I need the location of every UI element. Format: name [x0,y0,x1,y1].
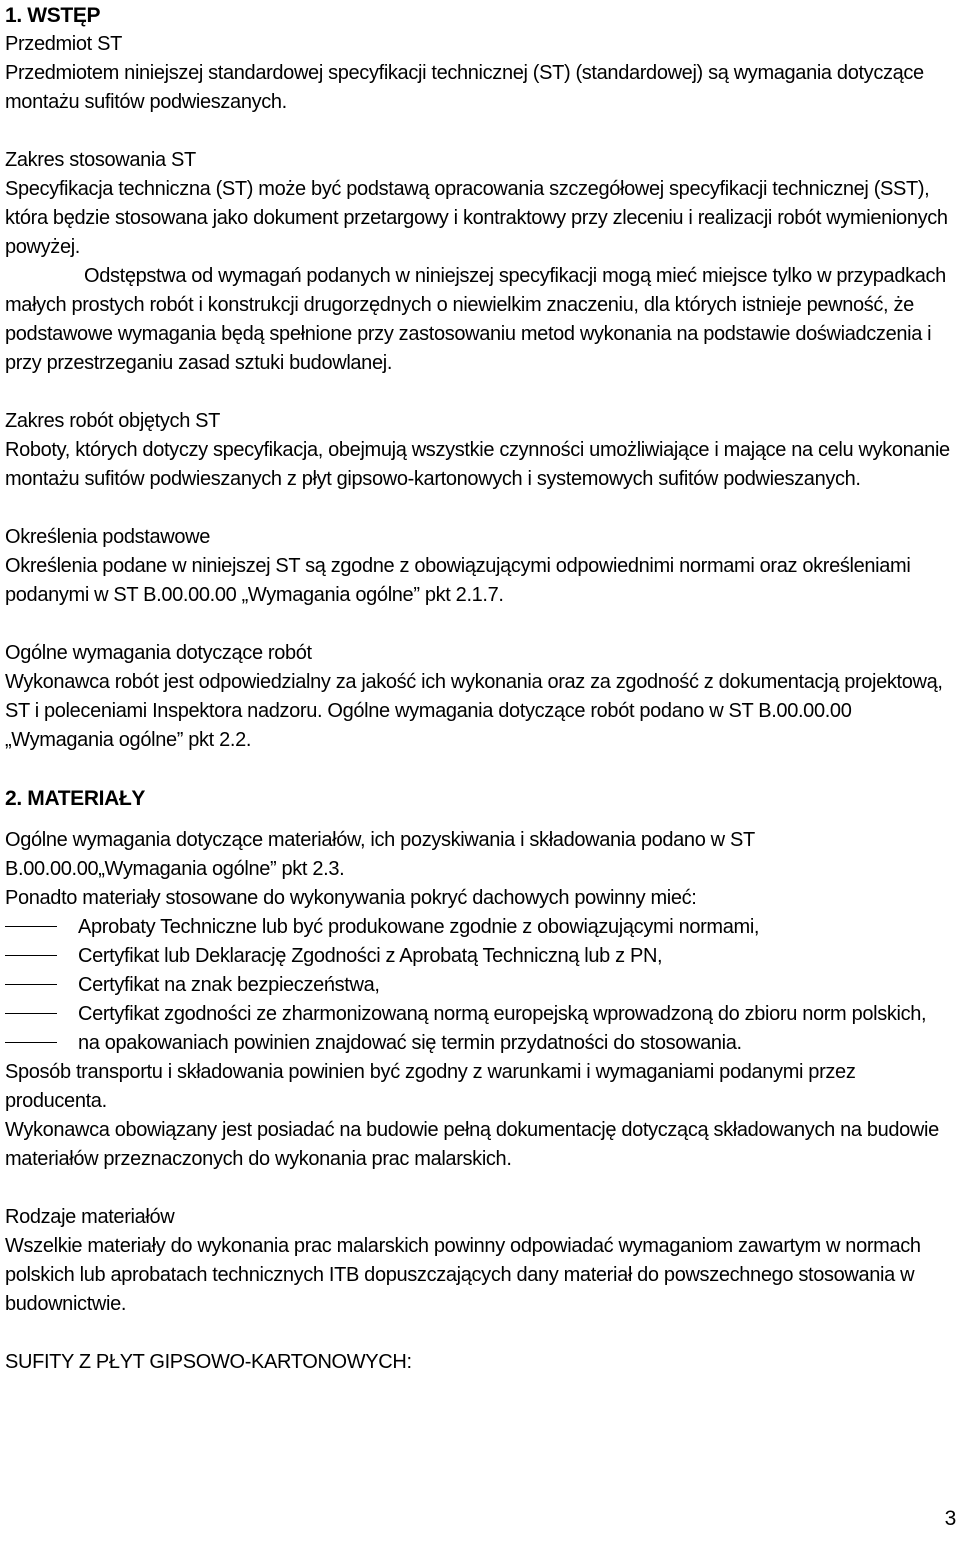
transport-text: Sposób transportu i składowania powinien być zgodny z warunkami i wymaganiami podanymi przez producenta. [5,1061,856,1112]
dash-bullet [5,1013,57,1014]
spacer [5,494,955,523]
material-types-title: Rodzaje materiałów [5,1206,175,1228]
works-text: Roboty, których dotyczy specyfikacja, obejmują wszystkie czynności umożliwiające i mające na celu wykonanie montażu sufitów podwieszanych z płyt gipsowo-kartonowych i systemowych sufitów podwieszanych. [5,439,950,490]
deviation-text: Odstępstwa od wymagań podanych w niniejszej specyfikacji mogą mieć miejsce tylko w przypadkach małych prostych robót i konstrukcji drugorzędnych o niewielkim znaczeniu, dla których istnieje pewność, że podstawowe wymagania będą spełnione przy zastosowaniu metod wykonania na podstawie doświadczenia i przy przestrzeganiu zasad sztuki budowlanej. [5,265,946,374]
dash-bullet [5,1042,57,1043]
ceilings-title: SUFITY Z PŁYT GIPSOWO-KARTONOWYCH: [5,1351,412,1373]
list-item: na opakowaniach powinien znajdować się termin przydatności do stosowania. [5,1029,955,1058]
subject-text: Przedmiotem niniejszej standardowej specyfikacji technicznej (ST) (standardowej) są wymagania dotyczące montażu sufitów podwieszanych. [5,62,924,113]
spacer [5,610,955,639]
requirements-title: Ogólne wymagania dotyczące robót [5,642,312,664]
dash-bullet [5,955,57,956]
dash-bullet [5,984,57,985]
spacer [5,1174,955,1203]
scope-text: Specyfikacja techniczna (ST) może być podstawą opracowania szczegółowej specyfikacji technicznej (SST), która będzie stosowana jako dokument przetargowy i kontraktowy przy zleceniu i realizacji robót wymienionych powyżej. [5,178,948,258]
list-item: Certyfikat na znak bezpieczeństwa, [5,971,955,1000]
subject-title: Przedmiot ST [5,33,122,55]
works-title: Zakres robót objętych ST [5,410,221,432]
material-types-text: Wszelkie materiały do wykonania prac malarskich powinny odpowiadać wymaganiom zawartym w normach polskich lub aprobatach technicznych ITB dopuszczających dany materiał do powszechnego stosowania w budownictwie. [5,1235,921,1315]
section-2-heading: 2. MATERIAŁY [5,787,146,810]
requirements-text: Wykonawca robót jest odpowiedzialny za jakość ich wykonania oraz za zgodność z dokumentacją projektową, ST i poleceniami Inspektora nadzoru. Ogólne wymagania dotyczące robót podano w ST B.00.00.00 „Wymagania ogólne” pkt 2.2. [5,671,943,751]
list-item: Certyfikat zgodności ze zharmonizowaną normą europejską wprowadzoną do zbioru norm polskich, [5,1000,955,1029]
scope-title: Zakres stosowania ST [5,149,196,171]
section-1-heading: 1. WSTĘP [5,4,101,27]
definitions-title: Określenia podstawowe [5,526,210,548]
spacer [5,117,955,146]
documentation-text: Wykonawca obowiązany jest posiadać na budowie pełną dokumentację dotyczącą składowanych na budowie materiałów przeznaczonych do wykonania prac malarskich. [5,1119,939,1170]
spacer [5,755,955,784]
spacer [5,378,955,407]
list-item: Certyfikat lub Deklarację Zgodności z Aprobatą Techniczną lub z PN, [5,942,955,971]
page-number: 3 [944,1507,956,1530]
list-item: Aprobaty Techniczne lub być produkowane zgodnie z obowiązującymi normami, [5,913,955,942]
spacer [5,813,955,826]
document-page [5,1,955,1377]
spacer [5,1319,955,1348]
materials-requirements-list [5,913,955,1058]
materials-list-intro: Ponadto materiały stosowane do wykonywania pokryć dachowych powinny mieć: [5,887,697,909]
definitions-text: Określenia podane w niniejszej ST są zgodne z obowiązującymi odpowiednimi normami oraz określeniami podanymi w ST B.00.00.00 „Wymagania ogólne” pkt 2.1.7. [5,555,911,606]
materials-general-text: Ogólne wymagania dotyczące materiałów, ich pozyskiwania i składowania podano w ST B.00.00.00„Wymagania ogólne” pkt 2.3. [5,829,755,880]
dash-bullet [5,926,57,927]
